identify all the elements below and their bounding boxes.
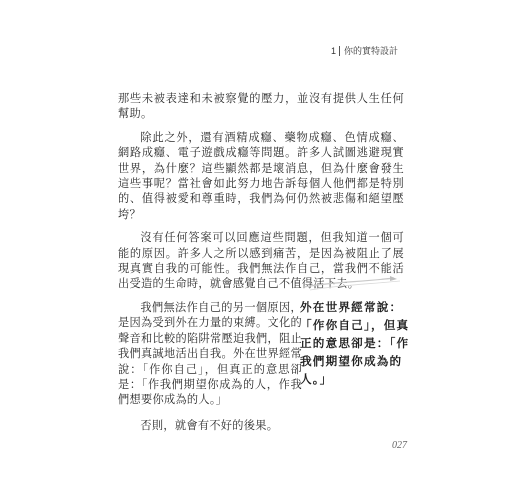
body-text [118, 91, 404, 441]
running-head-divider [339, 46, 340, 56]
page-number: 027 [392, 440, 407, 451]
pullquote: 外在世界經常說：「作你自己」，但真正的意思卻是：「作我們期望你成為的人。」 [300, 300, 410, 386]
paragraph-4: 我們無法作自己的另一個原因，是因為受到外在力量的束縛。文化的聲音和比較的陷阱常壓迫我們，阻止我們真誠地活出自我。外在世界經常說：「作你自己」，但真正的意思卻是：「作我們期望你成為的人，作我們想要你成為的人。」 [118, 300, 302, 407]
paragraph-5: 否則，就會有不好的後果。 [140, 418, 279, 432]
chapter-title: 你的實特設計 [343, 47, 398, 57]
chapter-number: 1 [330, 45, 336, 56]
paragraph-1: 那些未被表達和未被察覺的壓力，並沒有提供人生任何幫助。 [118, 92, 404, 121]
running-head [331, 44, 398, 57]
paragraph-3: 沒有任何答案可以回應這些問題，但我知道一個可能的原因。許多人之所以感到痛苦，是因為被阻止了展現真實自我的可能性。我們無法作自己，當我們不能活出受造的生命時，就會感覺自己不值得活下去。 [118, 231, 404, 291]
pullquote-box [300, 272, 410, 388]
swoosh-ornament-icon [300, 272, 410, 294]
paragraph-2: 除此之外，還有酒精成癮、藥物成癮、色情成癮、網路成癮、電子遊戲成癮等問題。許多人試圖逃避現實世界，為什麼？這些顯然都是壞消息，但為什麼會發生這些事呢？當社會如此努力地告訴每個人他們都是特別的、值得被愛和尊重時，我們為何仍然被悲傷和絕望壓垮？ [118, 130, 404, 221]
